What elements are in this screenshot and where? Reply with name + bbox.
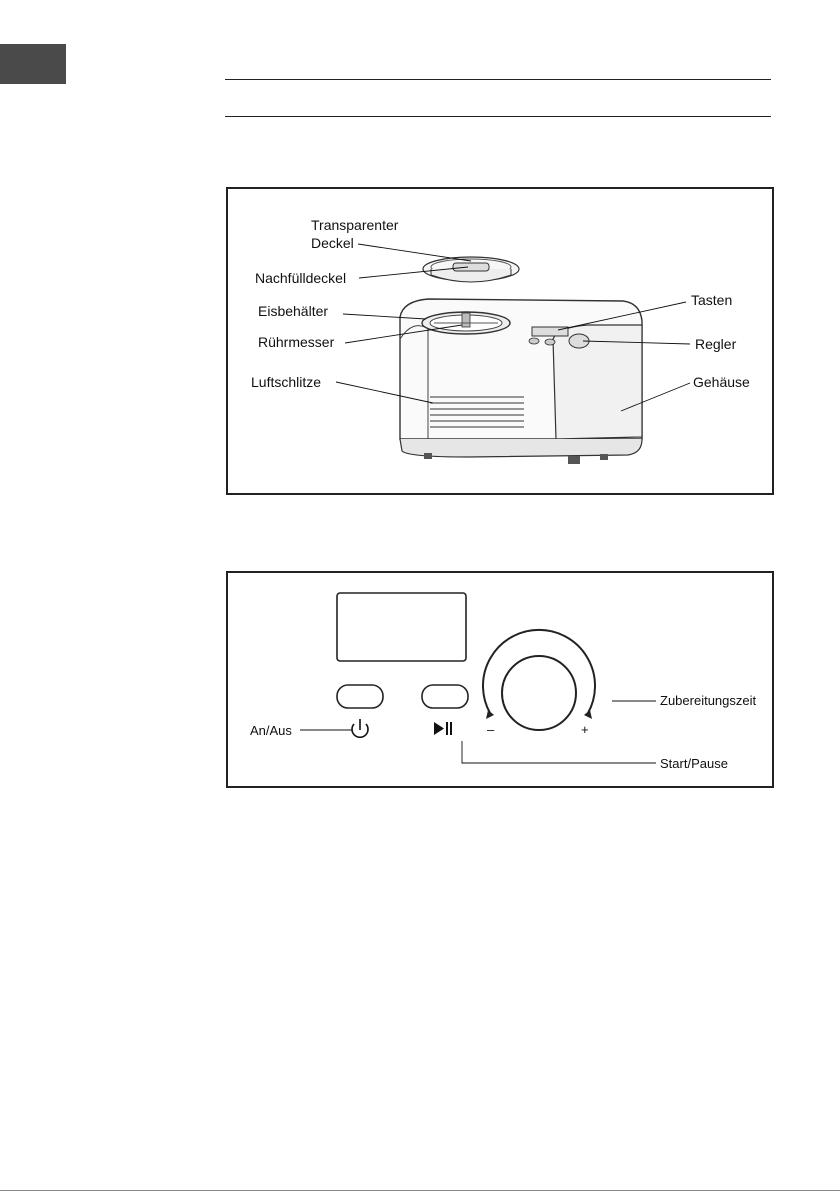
control-panel-illustration <box>228 573 772 786</box>
label-eisbehaelter: Eisbehälter <box>258 303 329 319</box>
ice-container-drawing <box>422 312 510 334</box>
time-dial <box>483 630 595 730</box>
label-nachfuelldeckel: Nachfülldeckel <box>255 270 347 286</box>
label-ruehrmesser: Rührmesser <box>258 334 335 350</box>
label-zubereitungszeit: Zubereitungszeit <box>660 693 757 708</box>
label-transparenter-line2: Deckel <box>311 235 354 251</box>
leader-transparenter <box>358 244 471 261</box>
label-an-aus: An/Aus <box>250 723 292 738</box>
label-luftschlitze: Luftschlitze <box>251 374 322 390</box>
control-panel-diagram <box>226 571 774 788</box>
power-button <box>337 685 383 708</box>
label-gehaeuse: Gehäuse <box>693 374 750 390</box>
dial-plus-label: + <box>581 722 589 737</box>
start-pause-button <box>422 685 468 708</box>
power-icon <box>352 719 368 737</box>
label-tasten: Tasten <box>691 292 733 308</box>
dial-minus-label: – <box>487 722 495 737</box>
display-screen <box>337 593 466 661</box>
label-regler: Regler <box>695 336 737 352</box>
label-transparenter-line1: Transparenter <box>311 217 399 233</box>
parts-diagram <box>226 187 774 495</box>
ice-cream-maker-illustration <box>228 189 772 493</box>
label-start-pause: Start/Pause <box>660 756 728 771</box>
header-rule-bottom <box>225 116 771 117</box>
header-rule-top <box>225 79 771 80</box>
leader-start-pause <box>462 741 656 763</box>
play-pause-icon <box>434 722 452 735</box>
page-bottom-edge <box>0 1190 840 1191</box>
language-tab <box>0 44 66 84</box>
